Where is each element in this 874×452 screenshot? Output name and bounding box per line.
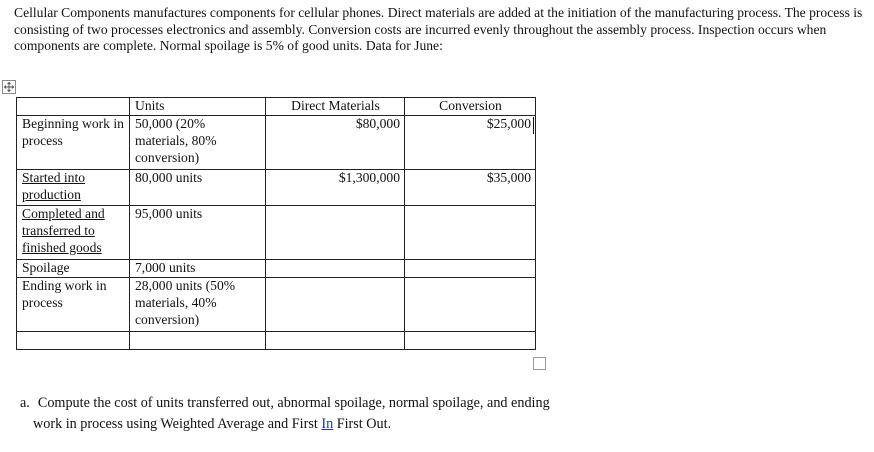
- empty-cell[interactable]: [130, 332, 266, 350]
- header-conversion[interactable]: Conversion: [405, 98, 536, 116]
- units-beginning-wip[interactable]: 50,000 (20% materials, 80% conversion): [130, 116, 266, 170]
- table-row-beginning-wip: [17, 116, 536, 170]
- row-label-started[interactable]: Started into production: [17, 170, 130, 206]
- row-label-beginning-wip[interactable]: Beginning work in process: [17, 116, 130, 170]
- production-data-table: [16, 97, 536, 350]
- units-started[interactable]: 80,000 units: [130, 170, 266, 206]
- units-ending-wip[interactable]: 28,000 units (50% materials, 40% conversion): [130, 278, 266, 332]
- conv-started[interactable]: $35,000: [405, 170, 536, 206]
- conv-completed[interactable]: [405, 206, 536, 260]
- four-arrows-icon: [4, 82, 14, 92]
- empty-cell[interactable]: [266, 332, 405, 350]
- question-line-1: Compute the cost of units transferred out, abnormal spoilage, normal spoilage, and ending: [37, 395, 550, 411]
- dm-started[interactable]: $1,300,000: [266, 170, 405, 206]
- table-row-completed: [17, 206, 536, 260]
- empty-cell[interactable]: [405, 332, 536, 350]
- conv-beginning-wip[interactable]: $25,000: [405, 116, 536, 170]
- question-line-2-start: work in process using Weighted Average and First: [33, 416, 322, 432]
- table-header-row: [17, 98, 536, 116]
- dm-spoilage[interactable]: [266, 260, 405, 278]
- empty-cell[interactable]: [17, 332, 130, 350]
- table-row-ending-wip: [17, 278, 536, 332]
- dm-beginning-wip[interactable]: $80,000: [266, 116, 405, 170]
- table-move-handle-icon[interactable]: [2, 80, 16, 94]
- table-resize-handle[interactable]: [533, 357, 546, 370]
- problem-intro: Cellular Components manufactures components for cellular phones. Direct materials are added at the initiation of the manufacturing process. The process is consisting of two processes electronics and assembly. Conversion costs are incurred evenly throughout the assembly process. Inspection occurs when components are complete. Normal spoilage is 5% of good units. Data for June:: [14, 5, 863, 54]
- text-cursor: [533, 117, 534, 134]
- spellcheck-flag-word[interactable]: In: [321, 416, 334, 432]
- table-row-empty: [17, 332, 536, 350]
- row-label-ending-wip[interactable]: Ending work in process: [17, 278, 130, 332]
- conv-ending-wip[interactable]: [405, 278, 536, 332]
- header-units[interactable]: Units: [130, 98, 266, 116]
- units-completed[interactable]: 95,000 units: [130, 206, 266, 260]
- dm-completed[interactable]: [266, 206, 405, 260]
- table-row-spoilage: [17, 260, 536, 278]
- table-row-started: [17, 170, 536, 206]
- dm-ending-wip[interactable]: [266, 278, 405, 332]
- question-a: [20, 393, 660, 435]
- units-spoilage[interactable]: 7,000 units: [130, 260, 266, 278]
- row-label-spoilage[interactable]: Spoilage: [17, 260, 130, 278]
- conv-spoilage[interactable]: [405, 260, 536, 278]
- header-direct-materials[interactable]: Direct Materials: [266, 98, 405, 116]
- row-label-completed[interactable]: Completed and transferred to finished goods: [17, 206, 130, 260]
- question-line-2-end: First Out.: [333, 416, 392, 432]
- question-label: a.: [20, 395, 30, 411]
- header-label-cell[interactable]: [17, 98, 130, 116]
